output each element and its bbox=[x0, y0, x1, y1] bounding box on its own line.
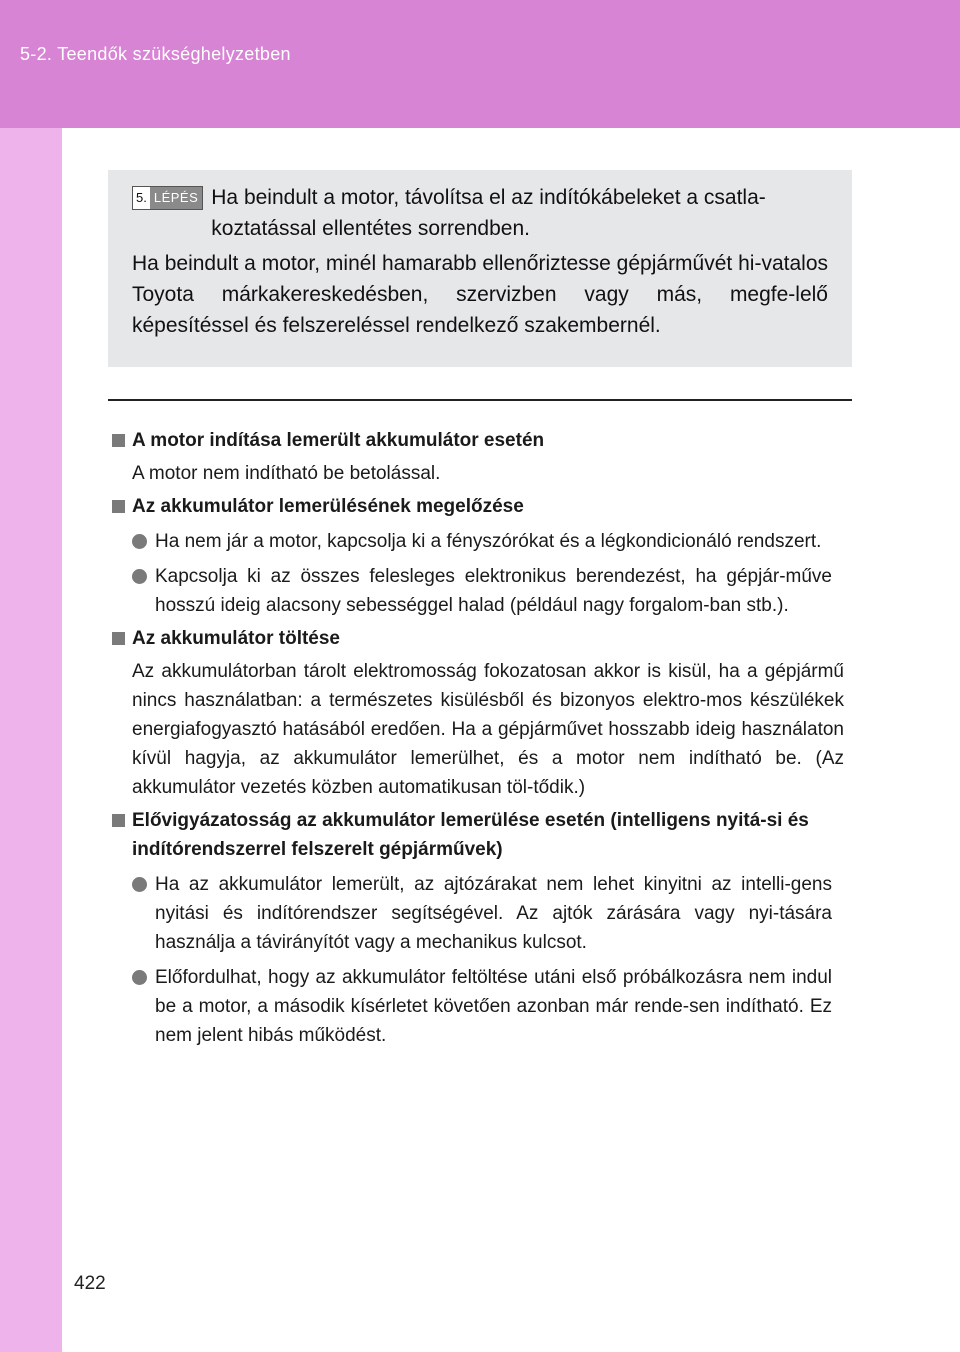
section-heading-text: A motor indítása lemerült akkumulátor esetén bbox=[132, 430, 545, 451]
square-bullet-icon bbox=[112, 500, 125, 513]
square-bullet-icon bbox=[112, 814, 125, 827]
square-bullet-icon bbox=[112, 434, 125, 447]
step-badge-label: LÉPÉS bbox=[150, 187, 202, 209]
section-paragraph: Az akkumulátorban tárolt elektromosság fokozatosan akkor is kisül, ha a gépjármű nincs használatban: a természetes kisülésből és bizonyos elektro-mos készülékek energiafogyasztó hatásából eredően. Ha a gépjárművet hosszabb ideig használaton kívül hagyja, az akkumulátor lemerülhet, és a motor nem indítható be. (Az akkumulátor vezetés közben automatikusan töl-tődik.) bbox=[132, 661, 844, 798]
content bbox=[112, 422, 844, 1054]
side-band bbox=[0, 128, 62, 1352]
bullet-text: Ha nem jár a motor, kapcsolja ki a fényszórókat és a légkondicionáló rendszert. bbox=[155, 531, 822, 552]
circle-bullet-icon bbox=[132, 877, 147, 892]
circle-bullet-icon bbox=[132, 569, 147, 584]
bullet-item bbox=[132, 963, 844, 1050]
circle-bullet-icon bbox=[132, 970, 147, 985]
step-badge bbox=[132, 186, 203, 210]
section-paragraph: A motor nem indítható be betolással. bbox=[132, 463, 441, 484]
section-heading bbox=[112, 426, 844, 455]
section-heading-text: Elővigyázatosság az akkumulátor lemerülése esetén (intelligens nyitá-si és indítórendszerrel felszerelt gépjárművek) bbox=[132, 810, 809, 860]
section-title: 5-2. Teendők szükséghelyzetben bbox=[20, 44, 291, 64]
bullet-item bbox=[132, 870, 844, 957]
bullet-text: Előfordulhat, hogy az akkumulátor feltöltése utáni első próbálkozásra nem indul be a motor, a második kísérletet követően azonban már rende-sen indítható. Ez nem jelent hibás működést. bbox=[155, 967, 832, 1046]
step-line bbox=[132, 182, 828, 244]
section-heading-text: Az akkumulátor lemerülésének megelőzése bbox=[132, 496, 524, 517]
section-heading bbox=[112, 806, 844, 864]
bullet-text: Kapcsolja ki az összes felesleges elektronikus berendezést, ha gépjár-műve hosszú ideig alacsony sebességgel halad (például nagy forgalom-ban stb.). bbox=[155, 566, 832, 616]
divider bbox=[108, 399, 852, 401]
step-note: Ha beindult a motor, minél hamarabb ellenőriztesse gépjárművét hi-vatalos Toyota márkakereskedésben, szervizben vagy más, megfe-lelő képesítéssel és felszereléssel rendelkező szakembernél. bbox=[132, 252, 828, 337]
circle-bullet-icon bbox=[132, 534, 147, 549]
section-heading-text: Az akkumulátor töltése bbox=[132, 628, 340, 649]
section-heading bbox=[112, 624, 844, 653]
section-heading bbox=[112, 492, 844, 521]
square-bullet-icon bbox=[112, 632, 125, 645]
bullet-item bbox=[132, 562, 844, 620]
bullet-text: Ha az akkumulátor lemerült, az ajtózárakat nem lehet kinyitni az intelli-gens nyitási és indítórendszer segítségével. Az ajtók zárására vagy nyi-tására használja a távirányítót vagy a mechanikus kulcsot. bbox=[155, 874, 832, 953]
step-text: Ha beindult a motor, távolítsa el az indítókábeleket a csatla-koztatással ellentétes sorrendben. bbox=[211, 186, 766, 240]
step-badge-number: 5. bbox=[133, 187, 150, 209]
bullet-item bbox=[132, 527, 844, 556]
page-number: 422 bbox=[74, 1273, 106, 1294]
step-box bbox=[108, 170, 852, 367]
